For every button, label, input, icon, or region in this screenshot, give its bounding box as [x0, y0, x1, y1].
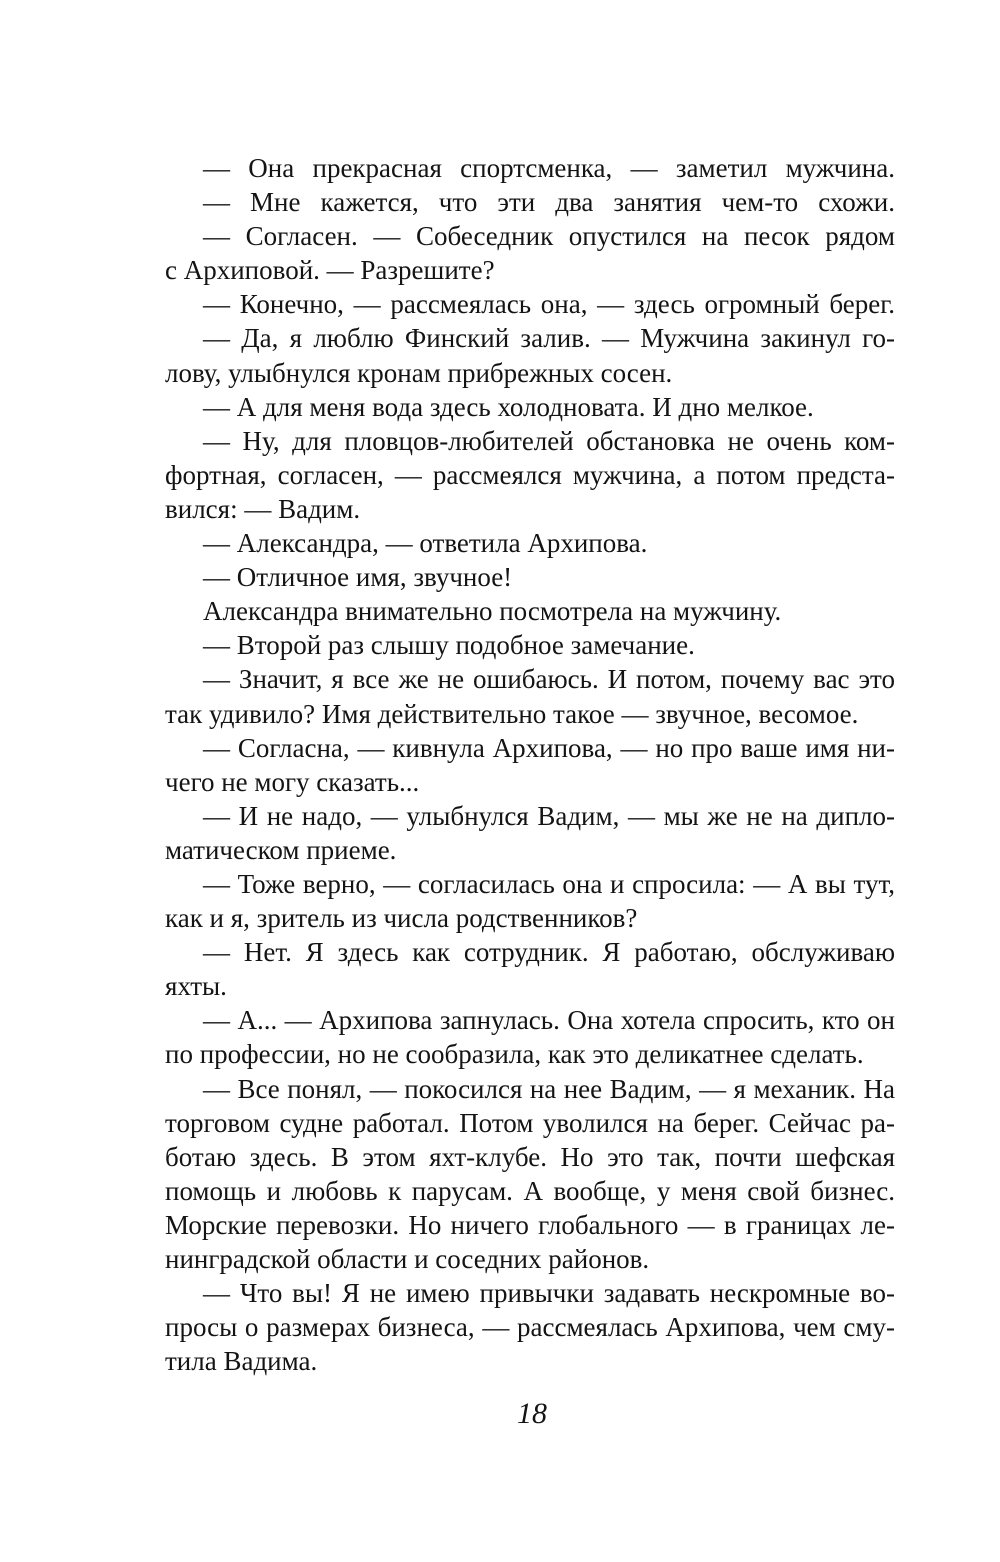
text-line: — Согласен. — Собеседник опустился на песок рядом [203, 221, 895, 252]
text-line: чего не могу сказать... [165, 766, 420, 797]
text-line: — Второй раз слышу подобное замечание. [203, 630, 695, 661]
text-line: — Что вы! Я не имею привычки задавать нескромные во- [203, 1278, 895, 1309]
text-line: ботаю здесь. В этом яхт-клубе. Но это так, почти шефская [165, 1141, 895, 1172]
text-line: Александра внимательно посмотрела на мужчину. [203, 596, 782, 627]
text-line: — Конечно, — рассмеялась она, — здесь огромный берег. [203, 289, 895, 320]
text-line: — Ну, для пловцов-любителей обстановка не очень ком- [203, 425, 895, 456]
text-line: — Значит, я все же не ошибаюсь. И потом, почему вас это [203, 664, 895, 695]
text-line: — Да, я люблю Финский залив. — Мужчина закинул го- [203, 323, 895, 354]
body-text [165, 151, 895, 1378]
text-line: — Тоже верно, — согласилась она и спросила: — А вы тут, [203, 868, 895, 899]
text-line: — Александра, — ответила Архипова. [203, 528, 648, 559]
text-line: лову, улыбнулся кронам прибрежных сосен. [165, 357, 673, 388]
text-line: помощь и любовь к парусам. А вообще, у меня свой бизнес. [165, 1175, 895, 1206]
text-line: — Отличное имя, звучное! [203, 562, 513, 593]
text-line: — Все понял, — покосился на нее Вадим, — я механик. На [203, 1073, 895, 1104]
text-line: — Мне кажется, что эти два занятия чем-то схожи. [203, 187, 895, 218]
text-line: матическом приеме. [165, 834, 397, 865]
text-line: по профессии, но не сообразила, как это деликатнее сделать. [165, 1039, 864, 1070]
text-line: как и я, зритель из числа родственников? [165, 903, 638, 934]
text-line: нинградской области и соседних районов. [165, 1244, 650, 1274]
text-line: — Нет. Я здесь как сотрудник. Я работаю, обслуживаю [203, 937, 895, 968]
text-line: вился: — Вадим. [165, 493, 361, 524]
text-line: Морские перевозки. Но ничего глобального — в границах ле- [165, 1209, 895, 1240]
text-line: с Архиповой. — Разрешите? [165, 255, 495, 286]
text-line: — Согласна, — кивнула Архипова, — но про ваше имя ни- [203, 732, 895, 763]
page-number: 18 [517, 1397, 547, 1430]
text-line: — Она прекрасная спортсменка, — заметил мужчина. [203, 153, 895, 183]
text-line: — А для меня вода здесь холодновата. И дно мелкое. [203, 391, 814, 422]
text-line: яхты. [165, 971, 227, 1002]
text-line: торговом судне работал. Потом уволился на берег. Сейчас ра- [165, 1107, 895, 1138]
text-line: тила Вадима. [165, 1346, 318, 1377]
text-line: — А... — Архипова запнулась. Она хотела спросить, кто он [203, 1005, 895, 1036]
text-line: — И не надо, — улыбнулся Вадим, — мы же не на дипло- [203, 800, 895, 831]
text-line: просы о размерах бизнеса, — рассмеялась Архипова, чем сму- [165, 1312, 895, 1343]
text-line: так удивило? Имя действительно такое — звучное, весомое. [165, 698, 859, 729]
text-line: фортная, согласен, — рассмеялся мужчина, а потом предста- [165, 459, 895, 490]
